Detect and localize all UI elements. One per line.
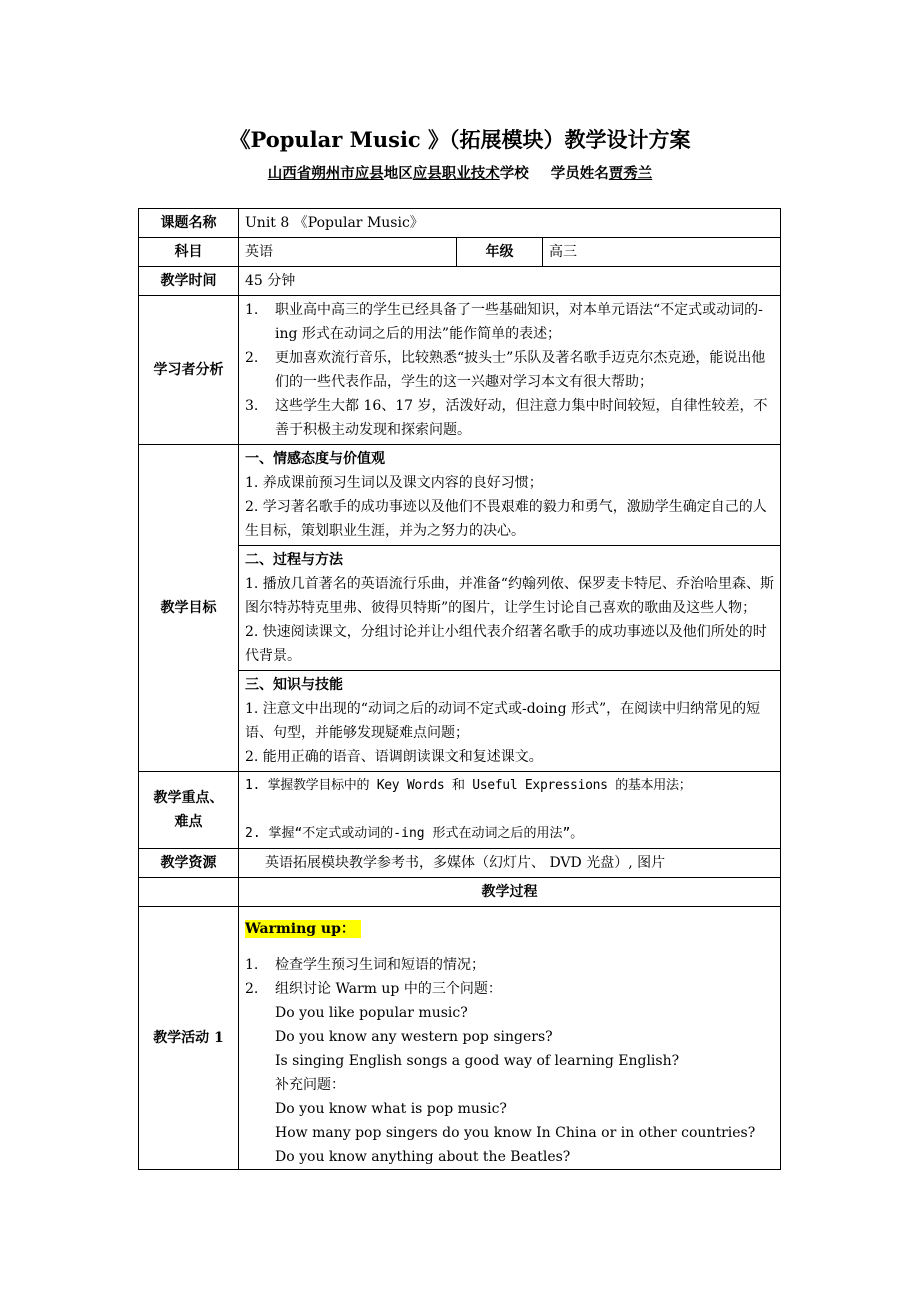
province: 山西省朔州市应县 — [267, 165, 384, 182]
question-line: How many pop singers do you know In China or in other countries? — [275, 1125, 756, 1141]
region-label: 地区 — [383, 165, 413, 182]
goal-item: 2. 学习著名歌手的成功事迹以及他们不畏艰难的毅力和勇气，激励学生确定自己的人生目标，策划职业生涯，并为之努力的决心。 — [245, 499, 767, 539]
question-line: Do you know anything about the Beatles? — [275, 1149, 571, 1165]
learner-item: 1. 职业高中高三的学生已经具备了一些基础知识，对本单元语法“不定式或动词的-ing 形式在动词之后的用法”能作简单的表述； — [245, 302, 763, 342]
goal-heading: 二、过程与方法 — [245, 552, 343, 568]
row-time — [139, 267, 781, 296]
row-topic — [139, 209, 781, 238]
topic-label: 课题名称 — [139, 209, 239, 238]
learner-label: 学习者分析 — [139, 296, 239, 445]
student-name: 贾秀兰 — [608, 165, 653, 182]
process-label: 教学过程 — [239, 878, 781, 907]
subject-value: 英语 — [239, 238, 457, 267]
subject-label: 科目 — [139, 238, 239, 267]
learner-item: 3. 这些学生大都 16、17 岁，活泼好动，但注意力集中时间较短，自律性较差，不善于积极主动发现和探索问题。 — [245, 398, 768, 438]
goal-item: 1. 注意文中出现的“动词之后的动词不定式或-doing 形式”，在阅读中归纳常见的短语、句型，并能够发现疑难点问题； — [245, 701, 761, 741]
row-process-header — [139, 878, 781, 907]
grade-value: 高三 — [543, 238, 781, 267]
goal-item: 2. 能用正确的语音、语调朗读课文和复述课文。 — [245, 749, 543, 765]
goal-item: 2. 快速阅读课文，分组讨论并让小组代表介绍著名歌手的成功事迹以及他们所处的时代背景。 — [245, 624, 767, 664]
school-name: 应县职业技术 — [412, 165, 500, 182]
time-value: 45 分钟 — [239, 267, 781, 296]
resources-value: 英语拓展模块教学参考书，多媒体（幻灯片、 DVD 光盘）, 图片 — [239, 849, 781, 878]
activity-item: 2. 组织讨论 Warm up 中的三个问题： — [245, 981, 502, 997]
time-label: 教学时间 — [139, 267, 239, 296]
question-line: Do you know any western pop singers? — [275, 1029, 553, 1045]
key-item: 1. 掌握教学目标中的 Key Words 和 Useful Expressions 的基本用法； — [245, 778, 692, 793]
resources-label: 教学资源 — [139, 849, 239, 878]
row-activity-1 — [139, 907, 781, 1170]
row-subject — [139, 238, 781, 267]
goal-emotion — [239, 445, 781, 546]
key-label: 教学重点、 难点 — [139, 772, 239, 849]
question-line: Do you know what is pop music? — [275, 1101, 507, 1117]
goal-heading: 一、情感态度与价值观 — [245, 451, 385, 467]
goal-process — [239, 546, 781, 671]
row-resources — [139, 849, 781, 878]
goal-item: 1. 播放几首著名的英语流行乐曲，并准备“约翰列侬、保罗麦卡特尼、乔治哈里森、斯图尔特苏特克里弗、彼得贝特斯”的图片，让学生讨论自己喜欢的歌曲及这些人物； — [245, 576, 774, 616]
goal-heading: 三、知识与技能 — [245, 677, 343, 693]
school-suffix: 学校 — [499, 165, 529, 182]
process-blank — [139, 878, 239, 907]
document-subtitle — [0, 162, 920, 183]
goal-item: 1. 养成课前预习生词以及课文内容的良好习惯； — [245, 475, 543, 491]
goal-label: 教学目标 — [139, 445, 239, 772]
lesson-plan-table — [138, 208, 781, 1170]
warming-up-heading: Warming up： — [245, 920, 361, 938]
activity-item: 1. 检查学生预习生词和短语的情况； — [245, 957, 485, 973]
activity-1-label: 教学活动 1 — [139, 907, 239, 1170]
learner-analysis — [239, 296, 781, 445]
row-learner — [139, 296, 781, 445]
key-points — [239, 772, 781, 849]
question-line: Is singing English songs a good way of learning English? — [275, 1053, 680, 1069]
row-goal-1 — [139, 445, 781, 546]
key-item: 2. 掌握“不定式或动词的-ing 形式在动词之后的用法”。 — [245, 826, 584, 841]
learner-item: 2. 更加喜欢流行音乐，比较熟悉“披头士”乐队及著名歌手迈克尔杰克逊，能说出他们的一些代表作品，学生的这一兴趣对学习本文有很大帮助； — [245, 350, 766, 390]
document-title: 《Popular Music 》（拓展模块）教学设计方案 — [229, 127, 691, 152]
grade-label: 年级 — [457, 238, 543, 267]
question-line: Do you like popular music? — [275, 1005, 468, 1021]
supplement-label: 补充问题： — [275, 1077, 345, 1093]
activity-1-content — [239, 907, 781, 1170]
topic-value: Unit 8 《Popular Music》 — [239, 209, 781, 238]
goal-knowledge — [239, 671, 781, 772]
row-key-points — [139, 772, 781, 849]
student-label: 学员姓名 — [550, 165, 609, 182]
